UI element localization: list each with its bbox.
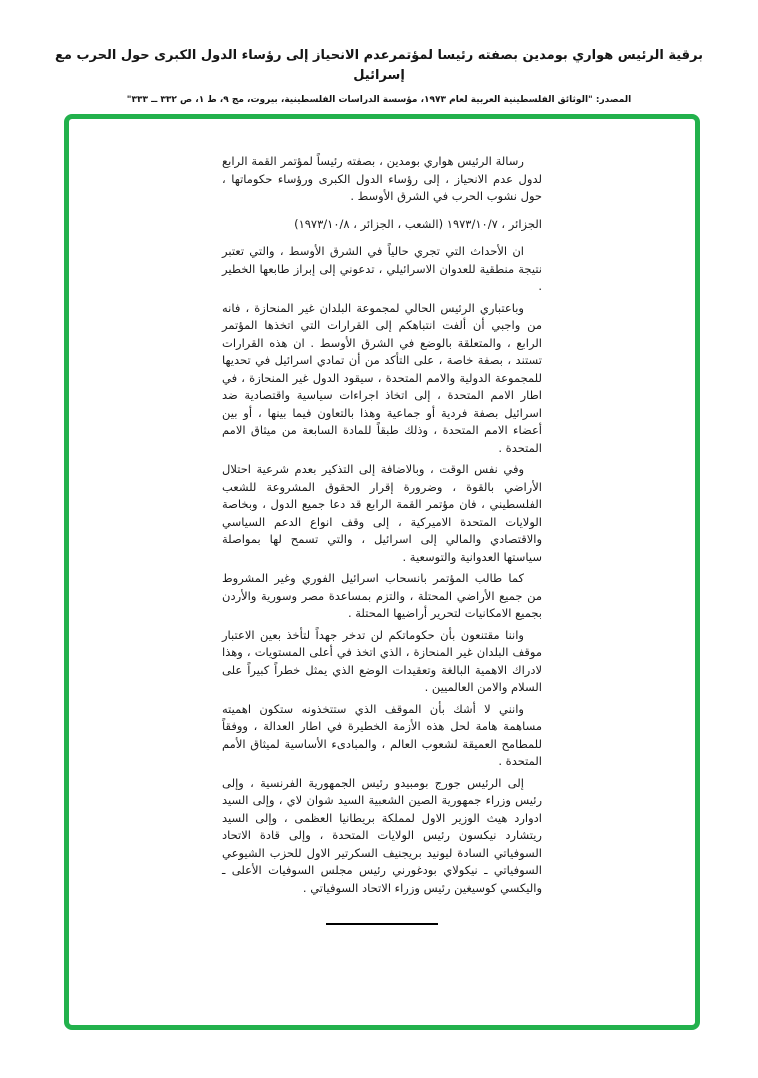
letter-paragraph-7: إلى الرئيس جورج بومبيدو رئيس الجمهورية الفرنسية ، وإلى رئيس وزراء جمهورية الصين الشعبية السيد شوان لاي ، وإلى السيد ادوارد هيث الوزير الاول لمملكة بريطانيا العظمى ، وإلى السيد ريتشارد نيكسون رئيس الولايات المتحدة ، وإلى قادة الاتحاد السوفياتي السادة ليونيد بريجنيف السكرتير الاول للحزب الشيوعي السوفياتي ـ نيكولاي بودغورني رئيس مجلس السوفيات الأعلى ـ واليكسي كوسيغين رئيس وزراء الاتحاد السوفياتي . xyxy=(222,775,542,895)
source-line: المصدر: "الوثائق الفلسطينية العربية لعام ١٩٧٣، مؤسسة الدراسات الفلسطينية، بيروت، مج ٩، ط ١، ص ٣٣٢ ــ ٣٣٣" xyxy=(126,95,632,105)
end-rule xyxy=(326,923,438,925)
document-body xyxy=(222,153,542,925)
letter-paragraph-2: وباعتباري الرئيس الحالي لمجموعة البلدان غير المنحازة ، فانه من واجبي أن ألفت انتباهكم إلى القرارات التي اتخذها المؤتمر الرابع ، والمتعلقة بالوضع في الشرق الأوسط . ان هذه القرارات تستند ، بصفة خاصة ، على التأكد من أن تمادي اسرائيل في تحديها للمجموعة الدولية والامم المتحدة ، سيقود الدول غير المنحازة ، في اطار الامم المتحدة ، إلى اتخاذ اجراءات سياسية واقتصادية ضد اسرائيل بصفة فردية أو جماعية وهذا بالتعاون فيما بينها ، أو بين أعضاء الامم المتحدة ، وذلك طبقاً للمادة السابعة من ميثاق الامم المتحدة . xyxy=(222,300,542,455)
letter-paragraph-3: وفي نفس الوقت ، وبالاضافة إلى التذكير بعدم شرعية احتلال الأراضي بالقوة ، وضرورة إقرار الحقوق المشروعة للشعب الفلسطيني ، فان مؤتمر القمة الرابع قد دعا جميع الدول ، وبخاصة الولايات المتحدة الاميركية ، إلى وقف انواع الدعم السياسي والاقتصادي والمالي إلى اسرائيل ، والتي تسمح لها بمواصلة سياستها العدوانية والتوسعية . xyxy=(222,462,542,564)
document-title: برقية الرئيس هواري بومدين بصفته رئيسا لمؤتمرعدم الانحياز إلى رؤساء الدول الكبرى حول الحرب مع إسرائيل xyxy=(54,48,703,83)
letter-paragraph-5: واننا مقتنعون بأن حكوماتكم لن تدخر جهداً لتأخذ بعين الاعتبار موقف البلدان غير المنحازة ، الذي اتخذ في أعلى المستويات ، وهذا لادراك الاهمية البالغة وتعقيدات الوضع الذي يمثل خطراً كبيراً على السلام والامن العالميين . xyxy=(222,627,542,694)
page-header xyxy=(0,0,758,107)
letter-paragraph-6: وانني لا أشك بأن الموقف الذي ستتخذونه ستكون اهميته مساهمة هامة لحل هذه الأزمة الخطيرة في اطار العدالة ، ووفقاً للمطامح العميقة لشعوب العالم ، والمبادىء الأساسية لميثاق الأمم المتحدة . xyxy=(222,701,542,768)
letter-paragraph-4: كما طالب المؤتمر بانسحاب اسرائيل الفوري وغير المشروط من جميع الأراضي المحتلة ، والتزم بمساعدة مصر وسورية والأردن بجميع الامكانيات لتحرير أراضيها المحتلة . xyxy=(222,571,542,620)
document-frame xyxy=(64,114,700,1030)
letter-dateline: الجزائر ، ١٩٧٣/١٠/٧ (الشعب ، الجزائر ، ١٩٧٣/١٠/٨) xyxy=(294,216,542,231)
letter-paragraph-1: ان الأحداث التي تجري حالياً في الشرق الأوسط ، والتي تعتبر نتيجة منطقية للعدوان الاسرائيلي ، تدعوني إلى إبراز طابعها الخطير . xyxy=(222,244,542,293)
letter-heading: رسالة الرئيس هواري بومدين ، بصفته رئيساً لمؤتمر القمة الرابع لدول عدم الانحياز ، إلى رؤساء الدول الكبرى ورؤساء حكوماتها ، حول نشوب الحرب في الشرق الأوسط . xyxy=(222,154,542,203)
